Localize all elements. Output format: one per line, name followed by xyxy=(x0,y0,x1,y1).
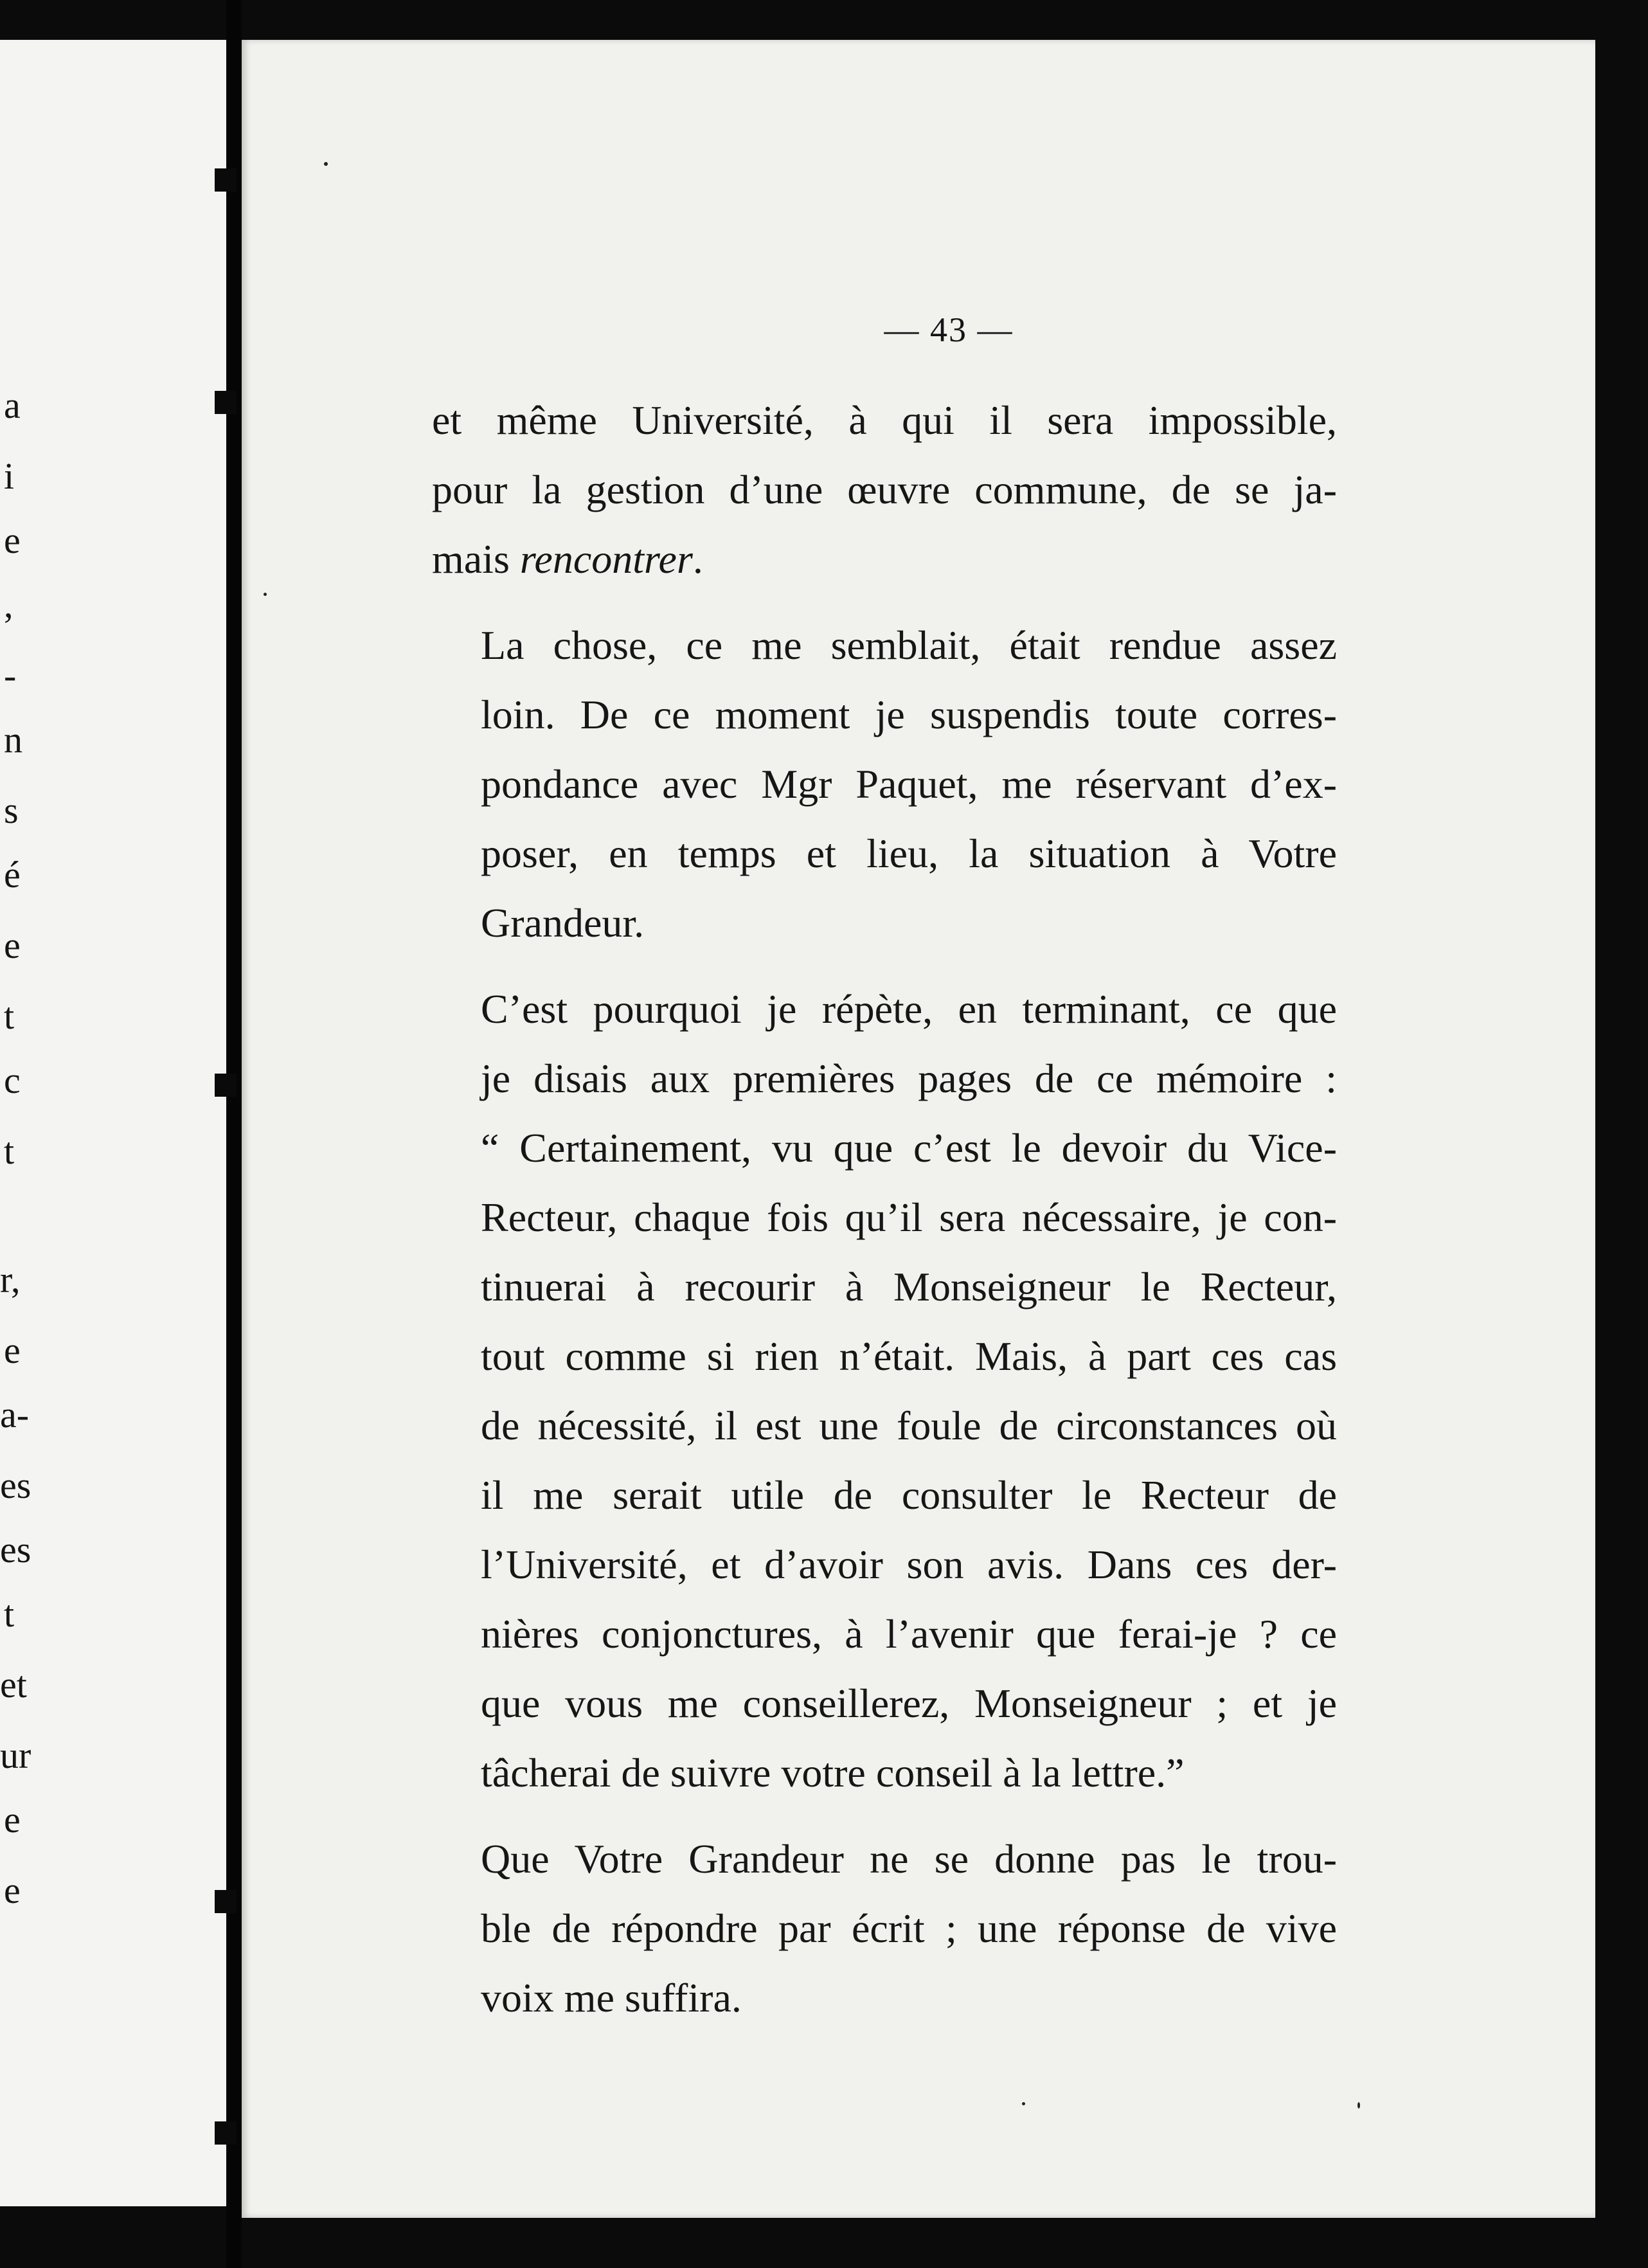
dust-speck xyxy=(1022,2102,1025,2105)
previous-page-letter: t xyxy=(4,1130,15,1172)
binding-clip xyxy=(215,2121,237,2145)
previous-page-letter: es xyxy=(0,1529,31,1571)
text-line: l’Université, et d’avoir son avis. Dans ces der- xyxy=(481,1542,1337,1587)
text-line: nières conjonctures, à l’avenir que ferai-je ? ce xyxy=(481,1611,1337,1657)
previous-page-edge xyxy=(0,40,226,2206)
binding-clip xyxy=(215,391,237,414)
previous-page-letter: e xyxy=(4,1329,21,1371)
italic-word: rencontrer xyxy=(519,536,693,582)
previous-page-letter: t xyxy=(4,995,15,1037)
text-line: “ Certainement, vu que c’est le devoir du Vice- xyxy=(481,1125,1337,1171)
text-run: mais xyxy=(432,536,520,582)
previous-page-letter: , xyxy=(4,584,13,626)
paragraph xyxy=(432,611,1337,958)
text-line: Grandeur. xyxy=(481,900,645,946)
text-line: pondance avec Mgr Paquet, me réservant d’ex- xyxy=(481,761,1337,807)
previous-page-letter: r, xyxy=(0,1259,21,1300)
previous-page-fragments xyxy=(0,40,226,2206)
text-line: tâcherai de suivre votre conseil à la lettre.” xyxy=(481,1750,1185,1796)
text-line: et même Université, à qui il sera impossible, xyxy=(432,397,1337,443)
text-line: poser, en temps et lieu, la situation à Votre xyxy=(481,831,1337,876)
book-page xyxy=(242,40,1595,2218)
page-number: — 43 — xyxy=(884,310,1014,349)
previous-page-letter: ur xyxy=(0,1734,31,1776)
previous-page-letter: e xyxy=(4,519,21,561)
text-run: . xyxy=(692,536,703,582)
text-line: Que Votre Grandeur ne se donne pas le trou- xyxy=(481,1836,1337,1882)
previous-page-letter: t xyxy=(4,1593,15,1635)
binding-clip xyxy=(215,1074,237,1097)
text-line: voix me suffira. xyxy=(481,1975,742,2021)
paragraph xyxy=(432,386,1337,594)
text-line: je disais aux premières pages de ce mémoire : xyxy=(481,1056,1337,1101)
text-line: C’est pourquoi je répète, en terminant, ce que xyxy=(481,986,1337,1032)
text-line: loin. De ce moment je suspendis toute corres- xyxy=(481,692,1337,737)
previous-page-letter: s xyxy=(4,789,19,831)
previous-page-letter: et xyxy=(0,1664,27,1706)
previous-page-letter: c xyxy=(4,1059,21,1101)
dust-speck xyxy=(324,162,328,166)
previous-page-letter: n xyxy=(4,719,22,760)
text-line: tinuerai à recourir à Monseigneur le Recteur, xyxy=(481,1264,1337,1310)
dust-speck xyxy=(264,593,267,596)
text-line: que vous me conseillerez, Monseigneur ; et je xyxy=(481,1680,1337,1726)
previous-page-letter: es xyxy=(0,1464,31,1506)
previous-page-letter: i xyxy=(4,455,15,497)
paragraph xyxy=(432,1824,1337,2033)
previous-page-letter: e xyxy=(4,924,21,966)
previous-page-letter: e xyxy=(4,1869,21,1911)
previous-page-letter: a- xyxy=(0,1394,30,1436)
text-line: de nécessité, il est une foule de circonstances où xyxy=(481,1403,1337,1448)
text-line: La chose, ce me semblait, était rendue assez xyxy=(481,622,1337,668)
text-line: tout comme si rien n’était. Mais, à part ces cas xyxy=(481,1333,1337,1379)
previous-page-letter: e xyxy=(4,1799,21,1841)
text-line: pour la gestion d’une œuvre commune, de se ja- xyxy=(432,467,1337,512)
previous-page-letter: - xyxy=(4,654,17,696)
binding-clip xyxy=(215,1890,237,1913)
previous-page-letter: é xyxy=(4,854,21,896)
binding-clip xyxy=(215,168,237,192)
dust-speck xyxy=(1357,2102,1360,2109)
page-body-text xyxy=(432,386,1337,2033)
binding-strip xyxy=(226,0,242,2268)
text-line: il me serait utile de consulter le Recteur de xyxy=(481,1472,1337,1518)
previous-page-letter: a xyxy=(4,384,21,426)
text-line: Recteur, chaque fois qu’il sera nécessaire, je con- xyxy=(481,1194,1337,1240)
paragraph xyxy=(432,975,1337,1808)
text-line: ble de répondre par écrit ; une réponse de vive xyxy=(481,1905,1337,1951)
text-line xyxy=(432,525,1337,594)
